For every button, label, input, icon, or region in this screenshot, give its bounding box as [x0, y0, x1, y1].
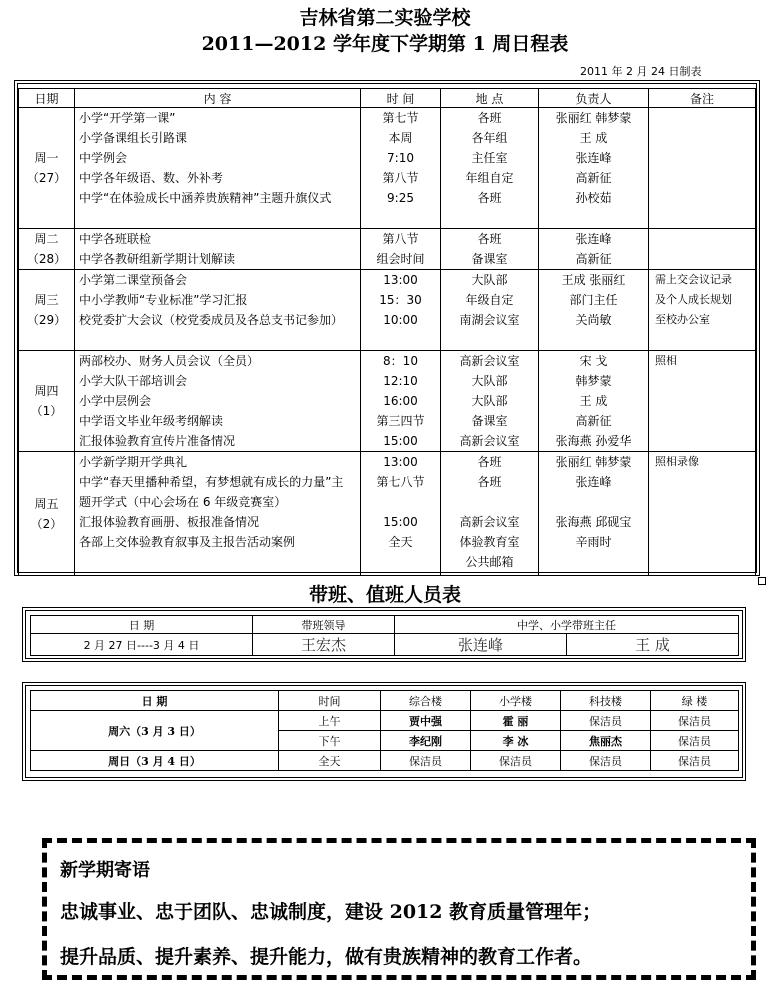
place-cell: [441, 452, 539, 576]
person-cell: [539, 270, 649, 351]
place-line: 年级自定: [465, 293, 514, 307]
schedule-table: [18, 88, 756, 576]
wk-a: 保洁员: [381, 751, 471, 771]
content-line: 汇报体验教育宣传片准备情况: [79, 434, 236, 448]
notes-cell: [649, 108, 756, 229]
col-time: 时 间: [361, 89, 441, 108]
duty-col-leader: 带班领导: [253, 616, 395, 634]
place-cell: [441, 108, 539, 229]
person-line: 高新征: [575, 252, 612, 266]
person-line: 王成 张丽红: [561, 273, 626, 287]
duty-table: [30, 615, 739, 656]
schedule-title: 2011—2012 学年度下学期第 1 周日程表: [201, 33, 569, 55]
notes-line: 需上交会议记录: [655, 273, 732, 286]
time-line: 第八节: [382, 171, 419, 185]
col-place: 地 点: [441, 89, 539, 108]
place-line: 大队部: [471, 273, 508, 287]
notes-line: 照相: [655, 354, 677, 367]
content-line: 中学例会: [79, 151, 128, 165]
wk-date: 周日（3 月 4 日）: [31, 751, 279, 771]
person-line: 高新征: [575, 414, 612, 428]
place-line: 年组自定: [465, 171, 514, 185]
time-line: 15:00: [383, 434, 418, 448]
place-line: 主任室: [471, 151, 508, 165]
day-cell: [19, 229, 75, 270]
content-cell: [75, 351, 361, 452]
wk-col-c: 科技楼: [561, 691, 651, 711]
person-line: 张连峰: [575, 475, 612, 489]
message-line-1: 忠诚事业、忠于团队、忠诚制度，建设 2012 教育质量管理年；: [60, 901, 602, 923]
time-cell: [361, 108, 441, 229]
person-line: 张海燕 邱砚宝: [555, 515, 632, 529]
time-cell: [361, 229, 441, 270]
time-line: 本周: [388, 131, 413, 145]
day-name: 周五: [34, 496, 59, 511]
wk-c: 焦丽杰: [561, 731, 651, 751]
col-content: 内 容: [75, 89, 361, 108]
time-line: 组会时间: [376, 252, 425, 266]
wk-col-b: 小学楼: [471, 691, 561, 711]
wk-date: 周六（3 月 3 日）: [31, 711, 279, 751]
content-cell: [75, 108, 361, 229]
made-date: 2011 年 2 月 24 日制表: [580, 65, 702, 78]
content-line: 中小学教师“专业标准”学习汇报: [79, 293, 248, 307]
wk-a: 贾中强: [381, 711, 471, 731]
duty-leader: 王宏杰: [253, 634, 395, 656]
wk-c: 保洁员: [561, 711, 651, 731]
day-cell: [19, 351, 75, 452]
time-line: 第八节: [382, 232, 419, 246]
place-line: 高新会议室: [459, 515, 520, 529]
weekend-row: [31, 751, 739, 771]
col-person: 负责人: [539, 89, 649, 108]
person-cell: [539, 351, 649, 452]
person-line: 张丽红 韩梦蒙: [555, 455, 632, 469]
col-notes: 备注: [649, 89, 756, 108]
place-line: 大队部: [471, 374, 508, 388]
place-line: 各班: [477, 232, 502, 246]
wk-a: 李纪刚: [381, 731, 471, 751]
wk-b: 李 冰: [471, 731, 561, 751]
person-line: 王 成: [579, 394, 608, 408]
content-line: 小学备课组长引路课: [79, 131, 188, 145]
place-line: 备课室: [471, 252, 508, 266]
day-date: （1）: [30, 404, 63, 418]
place-line: 各年组: [471, 131, 508, 145]
time-cell: [361, 270, 441, 351]
weekend-row: [31, 711, 739, 731]
content-line: 汇报体验教育画册、板报准备情况: [79, 515, 260, 529]
time-line: 第七节: [382, 111, 419, 125]
place-cell: [441, 351, 539, 452]
time-cell: [361, 351, 441, 452]
person-line: 张连峰: [575, 151, 612, 165]
duty-date: 2 月 27 日----3 月 4 日: [31, 634, 253, 656]
person-line: 张丽红 韩梦蒙: [555, 111, 632, 125]
content-line: 中学“春天里播种希望，有梦想就有成长的力量”主题开学式（中心会场在 6 年级竞赛室）: [79, 475, 344, 509]
day-date: （29）: [26, 313, 67, 327]
wk-time: 上午: [279, 711, 381, 731]
content-line: 中学各教研组新学期计划解读: [79, 252, 236, 266]
person-line: 宋 戈: [579, 354, 608, 368]
day-name: 周一: [34, 151, 59, 165]
content-line: 中学语文毕业年级考纲解读: [79, 414, 224, 428]
place-line: 备课室: [471, 414, 508, 428]
wk-b: 霍 丽: [471, 711, 561, 731]
duty-col-teachers: 中学、小学带班主任: [395, 616, 739, 634]
message-line-2: 提升品质、提升素养、提升能力，做有贵族精神的教育工作者。: [60, 946, 593, 968]
content-line: 中学各班联检: [79, 232, 152, 246]
place-line: 各班: [477, 111, 502, 125]
time-line: 10:00: [383, 313, 418, 327]
wk-c: 保洁员: [561, 751, 651, 771]
wk-col-a: 综合楼: [381, 691, 471, 711]
schedule-day-row: [19, 108, 756, 229]
time-line: 7:10: [387, 151, 414, 165]
schedule-day-row: [19, 452, 756, 576]
place-line: 南湖会议室: [459, 313, 520, 327]
person-cell: [539, 452, 649, 576]
time-line: 15:00: [383, 515, 418, 529]
time-line: 全天: [388, 535, 413, 549]
duty-row: [31, 634, 739, 656]
wk-time: 下午: [279, 731, 381, 751]
duty-title: 带班、值班人员表: [308, 584, 461, 606]
day-date: （27）: [26, 171, 67, 185]
content-line: 中学各年级语、数、外补考: [79, 171, 224, 185]
wk-col-date: 日 期: [31, 691, 279, 711]
place-line: 各班: [477, 475, 502, 489]
content-line: 小学大队干部培训会: [79, 374, 188, 388]
schedule-header-row: [19, 89, 756, 108]
school-title: 吉林省第二实验学校: [299, 7, 471, 29]
schedule-day-row: [19, 351, 756, 452]
time-line: 9:25: [387, 191, 414, 205]
wk-time: 全天: [279, 751, 381, 771]
person-line: 王 成: [579, 131, 608, 145]
content-line: 中学“在体验成长中涵养贵族精神”主题升旗仪式: [79, 191, 332, 205]
content-cell: [75, 452, 361, 576]
place-line: 高新会议室: [459, 354, 520, 368]
time-line: 8：10: [383, 354, 418, 368]
notes-cell: [649, 351, 756, 452]
schedule-day-row: [19, 270, 756, 351]
place-cell: [441, 229, 539, 270]
person-line: 张连峰: [575, 232, 612, 246]
time-line: 16:00: [383, 394, 418, 408]
wk-d: 保洁员: [651, 751, 739, 771]
place-line: 体验教育室: [459, 535, 520, 549]
notes-cell: [649, 229, 756, 270]
weekend-table: [30, 690, 739, 771]
wk-col-d: 绿 楼: [651, 691, 739, 711]
content-line: 校党委扩大会议（校党委成员及各总支书记参加）: [79, 313, 344, 327]
notes-line: 照相录像: [655, 455, 699, 468]
content-line: 小学中层例会: [79, 394, 152, 408]
day-cell: [19, 452, 75, 576]
notes-cell: [649, 270, 756, 351]
wk-d: 保洁员: [651, 731, 739, 751]
content-line: 两部校办、财务人员会议（全员）: [79, 354, 260, 368]
place-line: 各班: [477, 191, 502, 205]
duty-primary: 王 成: [567, 634, 739, 656]
person-line: 关尚敏: [575, 313, 612, 327]
content-line: 小学“开学第一课”: [79, 111, 176, 125]
person-line: 韩梦蒙: [575, 374, 612, 388]
time-cell: [361, 452, 441, 576]
content-cell: [75, 270, 361, 351]
notes-cell: [649, 452, 756, 576]
schedule-day-row: [19, 229, 756, 270]
content-line: 各部上交体验教育叙事及主报告活动案例: [79, 535, 296, 549]
notes-line: 及个人成长规划: [655, 293, 732, 306]
content-cell: [75, 229, 361, 270]
place-line: 公共邮箱: [465, 555, 514, 569]
time-line: 13:00: [383, 455, 418, 469]
day-name: 周四: [34, 384, 59, 398]
time-line: 第七八节: [376, 475, 425, 489]
person-line: 张海燕 孙爱华: [555, 434, 632, 448]
content-line: 小学第二课堂预备会: [79, 273, 188, 287]
day-date: （2）: [30, 516, 63, 531]
wk-b: 保洁员: [471, 751, 561, 771]
wk-d: 保洁员: [651, 711, 739, 731]
day-name: 周三: [34, 293, 59, 307]
day-cell: [19, 270, 75, 351]
place-line: 大队部: [471, 394, 508, 408]
duty-header-row: [31, 616, 739, 634]
place-line: 高新会议室: [459, 434, 520, 448]
content-line: 小学新学期开学典礼: [79, 455, 188, 469]
duty-middle: 张连峰: [395, 634, 567, 656]
person-line: 辛雨时: [575, 535, 612, 549]
message-title: 新学期寄语: [60, 860, 150, 881]
time-line: 13:00: [383, 273, 418, 287]
person-line: 孙校茹: [575, 191, 612, 205]
place-line: 各班: [477, 455, 502, 469]
day-name: 周二: [34, 232, 59, 246]
notes-line: 至校办公室: [655, 313, 710, 326]
place-cell: [441, 270, 539, 351]
duty-col-date: 日 期: [31, 616, 253, 634]
person-line: 高新征: [575, 171, 612, 185]
person-cell: [539, 229, 649, 270]
weekend-header-row: [31, 691, 739, 711]
day-cell: [19, 108, 75, 229]
col-date: 日期: [19, 89, 75, 108]
day-date: （28）: [26, 252, 67, 266]
time-line: 第三四节: [376, 414, 425, 428]
time-line: 12:10: [383, 374, 418, 388]
wk-col-time: 时间: [279, 691, 381, 711]
person-line: 部门主任: [569, 293, 618, 307]
person-cell: [539, 108, 649, 229]
time-line: 15：30: [379, 293, 422, 307]
